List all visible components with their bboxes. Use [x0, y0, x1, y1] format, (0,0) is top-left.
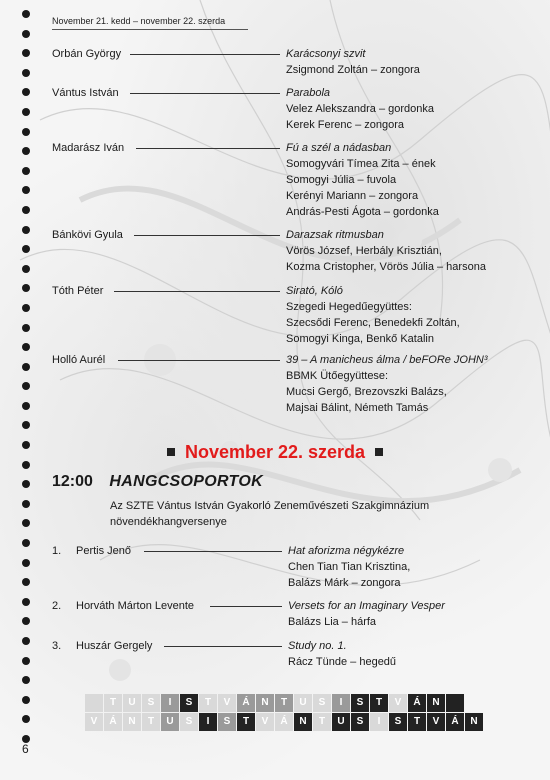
banner-cell: T [142, 713, 160, 731]
composer-name: Holló Aurél [52, 354, 106, 366]
banner-cell: Á [275, 713, 293, 731]
banner-cell: S [180, 713, 198, 731]
work-title: Karácsonyi szvit [286, 48, 366, 60]
square-bullet-icon [167, 448, 175, 456]
composer-name: Madarász Iván [52, 142, 125, 154]
performer-line: Balázs Márk – zongora [288, 577, 401, 589]
session-time: 12:00 [52, 473, 93, 490]
performer-line: Kozma Cristopher, Vörös Júlia – harsona [286, 261, 486, 273]
leader-line [210, 606, 282, 607]
banner-cell: T [408, 713, 426, 731]
work-title: Fú a szél a nádasban [286, 142, 392, 154]
performer-line: Szegedi Hegedűegyüttes: [286, 301, 412, 313]
leader-line [114, 291, 280, 292]
banner-cell: T [370, 694, 388, 712]
banner-cell: T [237, 713, 255, 731]
banner-cell: U [332, 713, 350, 731]
banner-cell: V [218, 694, 236, 712]
banner-cell: S [351, 713, 369, 731]
banner-cell: I [161, 694, 179, 712]
banner-cell: N [465, 713, 483, 731]
composer-name: Pertis Jenő [76, 545, 132, 557]
banner-cell: T [199, 694, 217, 712]
performer-line: Rácz Tünde – hegedű [288, 656, 397, 668]
work-title: Versets for an Imaginary Vesper [288, 600, 445, 612]
banner-row [85, 713, 484, 731]
banner-cell: T [275, 694, 293, 712]
banner-cell: N [427, 694, 445, 712]
performer-line: Somogyi Kinga, Benkő Katalin [286, 333, 434, 345]
banner-cell: U [161, 713, 179, 731]
composer-name: Bánkövi Gyula [52, 229, 123, 241]
leader-line [144, 551, 282, 552]
banner-cell: S [218, 713, 236, 731]
performer-line: BBMK Ütőegyüttese: [286, 370, 389, 382]
description-line: Az SZTE Vántus István Gyakorló Zeneművészeti Szakgimnázium [110, 500, 430, 512]
banner-cell: S [142, 694, 160, 712]
day-heading-text: November 22. szerda [184, 442, 366, 462]
entry-number: 2. [52, 600, 62, 612]
session-name: HANGCSOPORTOK [109, 473, 263, 490]
banner-cell: V [256, 713, 274, 731]
performer-line: Chen Tian Tian Krisztina, [288, 561, 411, 573]
banner-cell: S [313, 694, 331, 712]
banner-cell: Á [237, 694, 255, 712]
banner-cell: S [180, 694, 198, 712]
banner-cell: I [332, 694, 350, 712]
square-bullet-icon [375, 448, 383, 456]
performer-line: András-Pesti Ágota – gordonka [286, 206, 439, 218]
banner-cell: U [123, 694, 141, 712]
leader-line [134, 235, 280, 236]
page-number: 6 [22, 742, 29, 756]
performer-line: Szecsődi Ferenc, Benedekfi Zoltán, [286, 317, 460, 329]
description-line: növendékhangversenye [110, 516, 227, 528]
banner-cell: V [427, 713, 445, 731]
banner-cell: I [199, 713, 217, 731]
banner-cell: I [370, 713, 388, 731]
work-title: Parabola [286, 87, 331, 99]
banner-cell: U [294, 694, 312, 712]
banner-cell [446, 694, 464, 712]
banner-cell: Á [104, 713, 122, 731]
vantus-istvan-banner [85, 694, 484, 732]
composer-name: Tóth Péter [52, 285, 104, 297]
leader-line [164, 646, 282, 647]
work-title: Darazsak ritmusban [286, 229, 384, 241]
performer-line: Somogyvári Tímea Zita – ének [286, 158, 436, 170]
performer-line: Kerényi Mariann – zongora [286, 190, 419, 202]
performer-line: Vörös József, Herbály Krisztián, [286, 245, 442, 257]
composer-name: Huszár Gergely [76, 640, 153, 652]
session-description [110, 498, 510, 530]
performer-line: Mucsi Gergő, Brezovszki Balázs, [286, 386, 447, 398]
work-title: Study no. 1. [288, 640, 347, 652]
banner-cell: S [351, 694, 369, 712]
day-heading [0, 442, 550, 463]
banner-cell: T [313, 713, 331, 731]
entry-number: 1. [52, 545, 62, 557]
performer-line: Somogyi Júlia – fuvola [286, 174, 397, 186]
banner-row [85, 694, 484, 712]
performer-line: Kerek Ferenc – zongora [286, 119, 405, 131]
entry-number: 3. [52, 640, 62, 652]
banner-cell: S [389, 713, 407, 731]
leader-line [130, 54, 280, 55]
banner-cell: T [104, 694, 122, 712]
composer-name: Orbán György [52, 48, 122, 60]
composer-name: Vántus István [52, 87, 119, 99]
page-header: November 21. kedd – november 22. szerda [52, 16, 248, 30]
banner-cell: V [85, 713, 103, 731]
session-heading [52, 473, 263, 491]
work-title: Hat aforizma négykézre [288, 545, 405, 557]
leader-line [130, 93, 280, 94]
performer-line: Majsai Bálint, Németh Tamás [286, 402, 429, 414]
banner-cell: Á [408, 694, 426, 712]
performer-line: Velez Alekszandra – gordonka [286, 103, 434, 115]
banner-cell [85, 694, 103, 712]
composer-name: Horváth Márton Levente [76, 600, 195, 612]
work-title: Sirató, Kóló [286, 285, 343, 297]
performer-line: Balázs Lia – hárfa [288, 616, 377, 628]
banner-cell: N [294, 713, 312, 731]
banner-cell: V [389, 694, 407, 712]
banner-cell: N [256, 694, 274, 712]
performer-line: Zsigmond Zoltán – zongora [286, 64, 420, 76]
banner-cell: Á [446, 713, 464, 731]
leader-line [118, 360, 280, 361]
banner-cell: N [123, 713, 141, 731]
leader-line [136, 148, 280, 149]
work-title: 39 – A manicheus álma / beFORe JOHN³ [286, 354, 488, 366]
